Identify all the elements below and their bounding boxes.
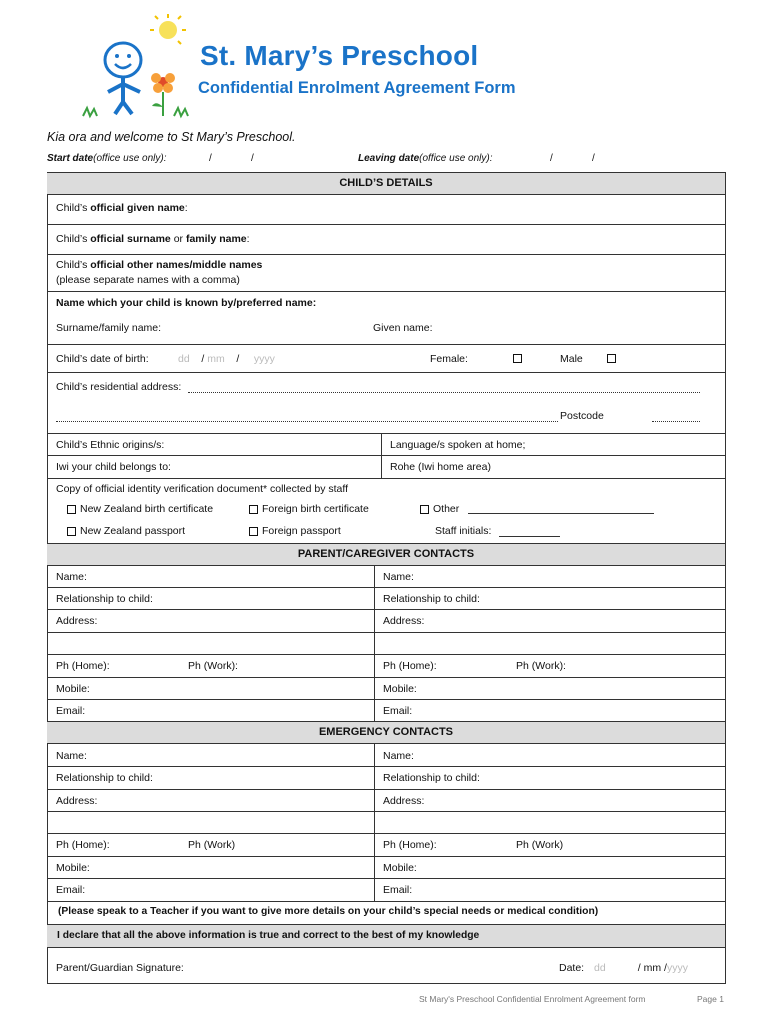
parent1-address-field[interactable]: Address: [56,615,98,627]
postcode-label: Postcode [560,410,604,422]
parent-contacts-heading: PARENT/CAREGIVER CONTACTS [47,544,725,565]
preferred-given-name-field[interactable]: Given name: [373,322,433,334]
emergency1-mobile-field[interactable]: Mobile: [56,862,90,874]
dob-input[interactable]: dd / mm / yyyy [178,353,275,365]
parent1-email-field[interactable]: Email: [56,705,86,717]
preferred-surname-field[interactable]: Surname/family name: [56,322,162,334]
iwi-field[interactable]: Iwi your child belongs to: [56,461,171,473]
other-names-note: (please separate names with a comma) [56,274,240,286]
page-number: Page 1 [697,994,724,1004]
declaration-text: I declare that all the above information is true and correct to the best of my knowledge [47,925,725,947]
foreign-passport-checkbox[interactable] [249,527,258,536]
male-checkbox[interactable] [607,354,616,363]
school-title: St. Mary’s Preschool [200,40,479,71]
signature-field[interactable]: Parent/Guardian Signature: [56,962,184,974]
signature-date-label: Date: [559,962,585,974]
emergency2-ph-home-field[interactable]: Ph (Home): [383,839,437,851]
emergency1-address-field[interactable]: Address: [56,795,98,807]
form-subtitle: Confidential Enrolment Agreement Form [198,79,516,97]
given-name-field[interactable]: Child’s official given name: [56,202,188,214]
welcome-text: Kia ora and welcome to St Mary’s Preschool. [47,130,296,144]
emergency-contacts-heading: EMERGENCY CONTACTS [47,722,725,743]
parent2-email-field[interactable]: Email: [383,705,413,717]
known-by-label: Name which your child is known by/preferred name: [56,297,317,309]
signature-date-input[interactable]: dd / mm /yyyy [594,962,688,974]
start-date-label: Start date(office use only): [47,153,167,164]
parent1-ph-work-field[interactable]: Ph (Work): [188,660,238,672]
other-document-checkbox[interactable] [420,505,429,514]
postcode-input[interactable] [652,421,700,422]
staff-initials-input[interactable] [499,536,560,537]
emergency2-mobile-field[interactable]: Mobile: [383,862,417,874]
parent1-name-field[interactable]: Name: [56,571,87,583]
emergency2-email-field[interactable]: Email: [383,884,413,896]
leaving-date-slash-1: / [550,153,553,164]
emergency1-name-field[interactable]: Name: [56,750,87,762]
other-document-option[interactable]: Other [420,503,459,515]
start-date-slash-2: / [251,153,254,164]
address-label: Child’s residential address: [56,381,182,393]
ethnic-origin-field[interactable]: Child’s Ethnic origins/s: [56,439,165,451]
parent1-ph-home-field[interactable]: Ph (Home): [56,660,110,672]
emergency2-name-field[interactable]: Name: [383,750,414,762]
nz-birth-cert-checkbox[interactable] [67,505,76,514]
staff-initials-label: Staff initials: [435,525,492,537]
parent2-mobile-field[interactable]: Mobile: [383,683,417,695]
childs-details-heading: CHILD’S DETAILS [47,173,725,194]
language-field[interactable]: Language/s spoken at home; [390,439,526,451]
start-date-slash-1: / [209,153,212,164]
male-label: Male [560,353,583,365]
address-line-1[interactable] [188,392,700,393]
female-label: Female: [430,353,468,365]
parent2-address-field[interactable]: Address: [383,615,425,627]
female-checkbox[interactable] [513,354,522,363]
foreign-birth-cert-checkbox[interactable] [249,505,258,514]
special-needs-note: (Please speak to a Teacher if you want to give more details on your child’s special needs or medical condition) [58,906,599,917]
other-names-field[interactable]: Child’s official other names/middle names [56,259,263,271]
nz-passport-option[interactable]: New Zealand passport [67,525,185,537]
parent2-ph-home-field[interactable]: Ph (Home): [383,660,437,672]
emergency1-relationship-field[interactable]: Relationship to child: [56,772,153,784]
dob-label: Child’s date of birth: [56,353,149,365]
footer-document-name: St Mary's Preschool Confidential Enrolment Agreement form [419,994,646,1004]
leaving-date-label: Leaving date(office use only): [358,153,493,164]
emergency2-relationship-field[interactable]: Relationship to child: [383,772,480,784]
copy-document-label: Copy of official identity verification document* collected by staff [56,483,349,495]
surname-field[interactable]: Child’s official surname or family name: [56,233,250,245]
parent2-relationship-field[interactable]: Relationship to child: [383,593,480,605]
other-document-input[interactable] [468,513,654,514]
parent2-ph-work-field[interactable]: Ph (Work): [516,660,566,672]
nz-passport-checkbox[interactable] [67,527,76,536]
emergency1-ph-work-field[interactable]: Ph (Work) [188,839,236,851]
foreign-birth-cert-option[interactable]: Foreign birth certificate [249,503,369,515]
parent2-name-field[interactable]: Name: [383,571,414,583]
preschool-logo [78,12,198,122]
leaving-date-slash-2: / [592,153,595,164]
address-line-2[interactable] [56,421,558,422]
parent1-relationship-field[interactable]: Relationship to child: [56,593,153,605]
nz-birth-cert-option[interactable]: New Zealand birth certificate [67,503,213,515]
emergency2-ph-work-field[interactable]: Ph (Work) [516,839,564,851]
rohe-field[interactable]: Rohe (Iwi home area) [390,461,491,473]
parent1-mobile-field[interactable]: Mobile: [56,683,90,695]
emergency2-address-field[interactable]: Address: [383,795,425,807]
foreign-passport-option[interactable]: Foreign passport [249,525,341,537]
emergency1-email-field[interactable]: Email: [56,884,86,896]
emergency1-ph-home-field[interactable]: Ph (Home): [56,839,110,851]
